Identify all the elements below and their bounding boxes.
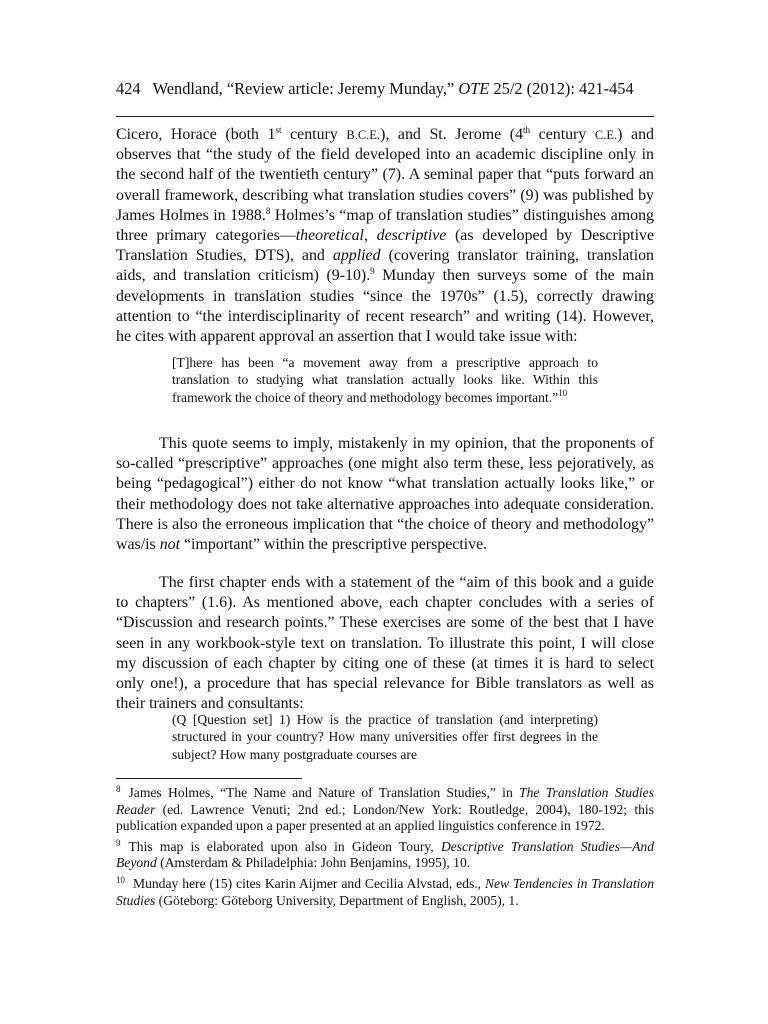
header-author: Wendland, “Review article: Jeremy Munday,” bbox=[152, 79, 455, 98]
block-quote-2: (Q [Question set] 1) How is the practice of translation (and interpreting) structured in your country? How many universities offer first degrees in the subject? How many postgraduate courses are bbox=[172, 712, 598, 762]
paragraph-2: This quote seems to imply, mistakenly in my opinion, that the proponents of so-called “prescriptive” approaches (one might also term these, less pejoratively, as being “pedagogical”) either do not know “what translation actually looks like,” or their methodology does not take alternative approaches into adequate consideration. There is also the erroneous implication that “the choice of theory and methodology” was/is not “important” within the prescriptive perspective. bbox=[116, 435, 654, 554]
footnote-9: $^9$ This map is elaborated upon also in Gideon Toury, Descriptive Translation Studies—And Beyond (Amsterdam & Philadelphia: John Benjamins, 1995), 10. bbox=[116, 837, 654, 871]
footnote-8: $^8$ James Holmes, “The Name and Nature of Translation Studies,” in The Translation Studies Reader (ed. Lawrence Venuti; 2nd ed.; London/New York: Routledge, 2004), 180-192; this publication expanded upon a paper presented at an applied linguistics conference in 1972. bbox=[116, 784, 654, 834]
paragraph-1: Cicero, Horace (both 1st century B.C.E.), and St. Jerome (4th century C.E.) and observes that “the study of the field developed into an academic discipline only in the second half of the twentieth century” (7). A seminal paper that “puts forward an overall framework, describing what translation studies covers” (9) was published by James Holmes in 1988.$^8$ Holmes’s “map of translation studies” distinguishes among three primary categories—theoretical, descriptive (as developed by Descriptive Translation Studies, DTS), and applied (covering translator training, translation aids, and translation criticism) (9-10).$^9$ Munday then surveys some of the main developments in translation studies “since the 1970s” (1.5), correctly drawing attention to “the interdisciplinarity of recent research” and writing (14). However, he cites with apparent approval an assertion that I would take issue with: bbox=[116, 125, 655, 346]
footnote-ref-9: 9 bbox=[370, 266, 375, 277]
paragraph-3: The first chapter ends with a statement of the “aim of this book and a guide to chapters” (1.6). As mentioned above, each chapter concludes with a series of “Discussion and research points.” These exercises are some of the best that I have seen in any workbook-style text on translation. To illustrate this point, I will close my discussion of each chapter by citing one of these (at times it is hard to select only one!), a procedure that has special relevance for Bible translators as well as their trainers and consultants: bbox=[116, 574, 654, 713]
header-citation: 25/2 (2012): 421-454 bbox=[493, 79, 634, 98]
block-quote-1: [T]here has been “a movement away from a prescriptive approach to translation to studying what translation actually looks like. Within this framework the choice of theory and methodology becomes important.”$^{10}$ bbox=[172, 355, 598, 405]
footnote-10: $^{10}$ Munday here (15) cites Karin Aijmer and Cecilia Alvstad, eds., New Tendencies in Translation Studies (Göteborg: Göteborg University, Department of English, 2005), 1. bbox=[116, 874, 654, 908]
footnote-ref-8: 8 bbox=[265, 205, 271, 216]
footnote-rule bbox=[116, 778, 302, 779]
page-number: 424 bbox=[116, 79, 141, 98]
footnotes bbox=[116, 781, 654, 909]
journal-name: OTE bbox=[458, 79, 490, 98]
footnote-ref-10: 10 bbox=[558, 387, 568, 398]
running-header bbox=[116, 79, 656, 99]
header-rule bbox=[116, 116, 654, 117]
